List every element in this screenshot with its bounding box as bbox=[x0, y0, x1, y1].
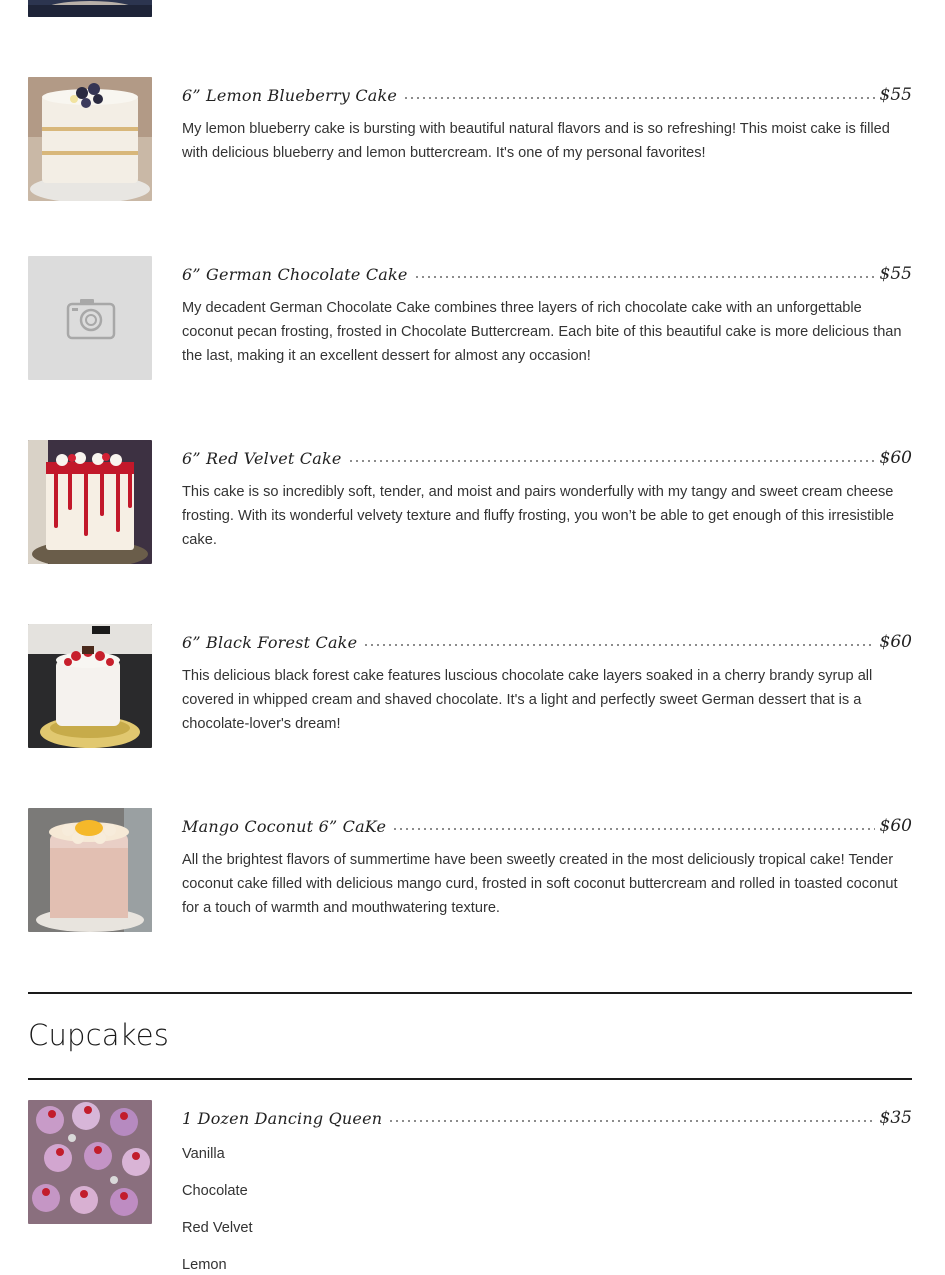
menu-item-price: $60 bbox=[879, 448, 912, 468]
leader-dots bbox=[388, 1120, 874, 1122]
menu-item-price: $55 bbox=[879, 85, 912, 105]
menu-item-title-row bbox=[182, 440, 912, 468]
lemon-blueberry-cake-photo[interactable] bbox=[28, 77, 152, 201]
menu-item-name: 1 Dozen Dancing Queen bbox=[182, 1109, 383, 1128]
leader-dots bbox=[403, 97, 874, 99]
menu-item-price: $55 bbox=[879, 264, 912, 284]
menu-item-info bbox=[182, 440, 912, 552]
red-velvet-cake-photo[interactable] bbox=[28, 440, 152, 564]
menu-item-info bbox=[182, 624, 912, 736]
menu-item-name: 6” Black Forest Cake bbox=[182, 633, 358, 652]
menu-item-name: 6” German Chocolate Cake bbox=[182, 265, 408, 284]
black-forest-cake-photo[interactable] bbox=[28, 624, 152, 748]
section-divider-top bbox=[28, 992, 912, 994]
flavor-item: Red Velvet bbox=[182, 1220, 253, 1236]
menu-item-description: My decadent German Chocolate Cake combines three layers of rich chocolate cake with an unforgettable coconut pecan frosting, frosted in Chocolate Buttercream. Each bite of this beautiful cake is more delicious than the last, making it an excellent dessert for almost any occasion! bbox=[182, 300, 902, 364]
cupcakes-photo[interactable] bbox=[28, 1100, 152, 1224]
menu-item-name: Mango Coconut 6” CaKe bbox=[182, 817, 387, 836]
flavor-item: Chocolate bbox=[182, 1183, 248, 1199]
menu-item-title-row bbox=[182, 624, 912, 652]
menu-item-description: All the brightest flavors of summertime have been sweetly created in the most deliciously tropical cake! Tender coconut cake filled with delicious mango curd, frosted in soft coconut buttercream and rolled in toasted coconut for a touch of warmth and mouthwatering texture. bbox=[182, 852, 898, 916]
flavor-item: Lemon bbox=[182, 1257, 227, 1273]
leader-dots bbox=[392, 828, 874, 830]
leader-dots bbox=[348, 460, 875, 462]
camera-placeholder-icon[interactable] bbox=[28, 256, 152, 380]
menu-item-title-row bbox=[182, 808, 912, 836]
leader-dots bbox=[363, 644, 874, 646]
menu-item-price: $35 bbox=[879, 1108, 912, 1128]
menu-item-title-row bbox=[182, 256, 912, 284]
partial-cake-photo[interactable] bbox=[28, 0, 152, 17]
section-title: Cupcakes bbox=[28, 1018, 170, 1052]
menu-item-info bbox=[182, 256, 912, 368]
menu-item-description: My lemon blueberry cake is bursting with beautiful natural flavors and is so refreshing! This moist cake is filled with delicious blueberry and lemon buttercream. It's one of my personal favorites! bbox=[182, 121, 890, 161]
menu-item-info bbox=[182, 1100, 912, 1275]
menu-item-price: $60 bbox=[879, 816, 912, 836]
leader-dots bbox=[414, 276, 875, 278]
menu-item-title-row bbox=[182, 77, 912, 105]
mango-coconut-cake-photo[interactable] bbox=[28, 808, 152, 932]
menu-item-info bbox=[182, 808, 912, 920]
menu-item-name: 6” Lemon Blueberry Cake bbox=[182, 86, 398, 105]
menu-item-title-row bbox=[182, 1100, 912, 1128]
flavor-item: Vanilla bbox=[182, 1146, 225, 1162]
menu-item-name: 6” Red Velvet Cake bbox=[182, 449, 342, 468]
menu-item-description: This cake is so incredibly soft, tender, and moist and pairs wonderfully with my tangy and sweet cream cheese frosting. With its wonderful velvety texture and fluffy frosting, you won’t be able to get enough of this irresistible cake. bbox=[182, 484, 894, 548]
menu-item-description: This delicious black forest cake features luscious chocolate cake layers soaked in a cherry brandy syrup all covered in whipped cream and shaved chocolate. It's a light and perfectly sweet German dessert that is a chocolate-lover's dream! bbox=[182, 668, 873, 732]
flavor-list bbox=[182, 1142, 912, 1275]
menu-item-price: $60 bbox=[879, 632, 912, 652]
menu-item-info bbox=[182, 77, 912, 165]
section-divider-bottom bbox=[28, 1078, 912, 1080]
